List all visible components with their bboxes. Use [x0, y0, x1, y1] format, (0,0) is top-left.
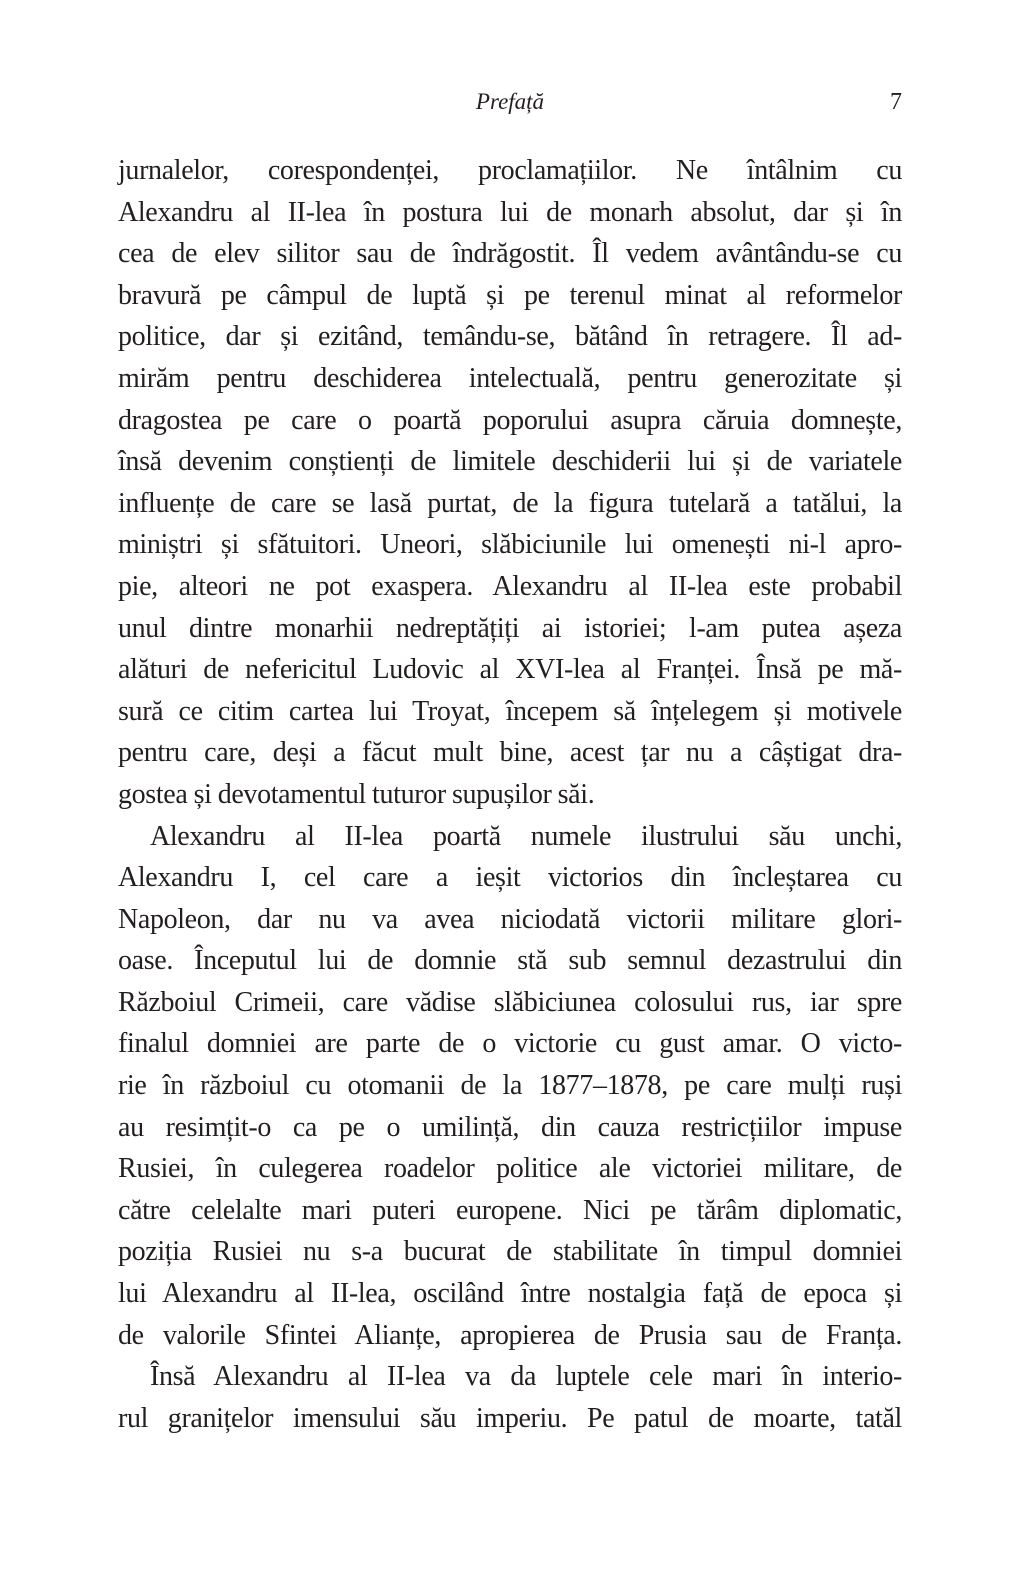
text-line: lui Alexandru al II-lea, oscilând între nostalgia față de epoca și — [118, 1278, 902, 1310]
text-line: de valorile Sfintei Alianțe, apropierea de Prusia sau de Franța. — [118, 1319, 902, 1351]
text-line: politice, dar și ezitând, temându-se, bătând în retragere. Îl ad- — [118, 321, 902, 353]
text-line: sură ce citim cartea lui Troyat, începem să înțelegem și motivele — [118, 695, 902, 727]
text-line: către celelalte mari puteri europene. Nici pe tărâm diplomatic, — [118, 1194, 902, 1226]
text-line: miniștri și sfătuitori. Uneori, slăbiciunile lui omenești ni-l apro- — [118, 529, 902, 561]
text-line: Alexandru al II-lea poartă numele ilustrului său unchi, — [150, 820, 902, 852]
text-line: mirăm pentru deschiderea intelectuală, pentru generozitate și — [118, 362, 902, 394]
text-line: Alexandru al II-lea în postura lui de monarh absolut, dar și în — [118, 196, 902, 228]
text-line: bravură pe câmpul de luptă și pe terenul minat al reformelor — [118, 279, 902, 311]
text-line: Rusiei, în culegerea roadelor politice ale victoriei militare, de — [118, 1153, 902, 1185]
text-line: pentru care, deși a făcut mult bine, acest țar nu a câștigat dra- — [118, 737, 902, 769]
book-page — [118, 0, 902, 1575]
body-text — [118, 150, 902, 1439]
text-line: gostea și devotamentul tuturor supușilor săi. — [118, 778, 595, 810]
paragraph — [118, 816, 902, 1357]
text-line: alături de nefericitul Ludovic al XVI-lea al Franței. Însă pe mă- — [118, 654, 902, 686]
text-line: Napoleon, dar nu va avea niciodată victorii militare glori- — [118, 903, 902, 935]
text-line: jurnalelor, corespondenței, proclamațiilor. Ne întâlnim cu — [118, 155, 902, 186]
text-line: cea de elev silitor sau de îndrăgostit. Îl vedem avântându-se cu — [118, 238, 902, 270]
paragraph — [118, 150, 902, 816]
text-line: au resimțit-o ca pe o umilință, din cauza restricțiilor impuse — [118, 1111, 902, 1143]
text-line: oase. Începutul lui de domnie stă sub semnul dezastrului din — [118, 945, 902, 977]
text-line: rul granițelor imensului său imperiu. Pe patul de moarte, tatăl — [118, 1402, 902, 1434]
running-title: Prefață — [475, 89, 545, 114]
text-line: Alexandru I, cel care a ieșit victorios din încleștarea cu — [118, 862, 902, 894]
running-head — [118, 84, 902, 120]
text-line: rie în războiul cu otomanii de la 1877–1878, pe care mulți ruși — [118, 1070, 902, 1102]
text-line: pie, alteori ne pot exaspera. Alexandru al II-lea este probabil — [118, 570, 902, 602]
text-line: Războiul Crimeii, care vădise slăbiciunea colosului rus, iar spre — [118, 986, 902, 1018]
text-line: influențe de care se lasă purtat, de la figura tutelară a tatălui, la — [118, 487, 902, 519]
page-number: 7 — [890, 89, 902, 115]
text-line: poziția Rusiei nu s-a bucurat de stabilitate în timpul domniei — [118, 1236, 902, 1268]
text-line: unul dintre monarhii nedreptățiți ai istoriei; l-am putea așeza — [118, 612, 902, 644]
text-line: finalul domniei are parte de o victorie cu gust amar. O victo- — [118, 1028, 902, 1060]
paragraph — [118, 1356, 902, 1439]
text-line: dragostea pe care o poartă poporului asupra căruia domnește, — [118, 404, 902, 436]
text-line: însă devenim conștienți de limitele deschiderii lui și de variatele — [118, 446, 902, 478]
text-line: Însă Alexandru al II-lea va da luptele cele mari în interio- — [150, 1361, 902, 1393]
